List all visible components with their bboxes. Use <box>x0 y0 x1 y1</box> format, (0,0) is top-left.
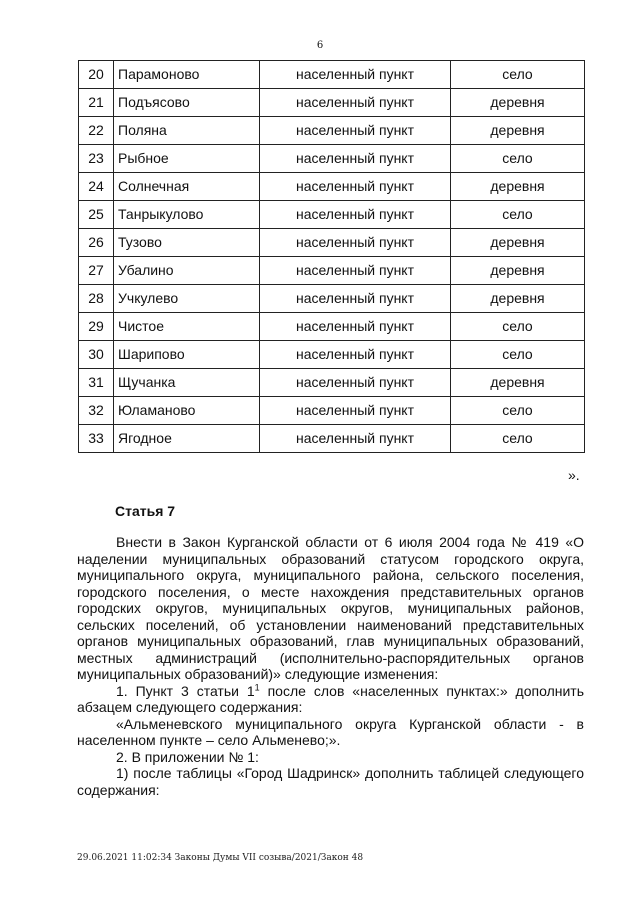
settlement-type: населенный пункт <box>260 89 451 117</box>
row-number: 23 <box>79 145 114 173</box>
table-row <box>79 89 585 117</box>
settlement-status: село <box>451 201 585 229</box>
row-number: 20 <box>79 61 114 89</box>
settlement-status: село <box>451 425 585 453</box>
table-row <box>79 229 585 257</box>
settlement-status: деревня <box>451 229 585 257</box>
settlement-status: село <box>451 313 585 341</box>
settlement-status: село <box>451 397 585 425</box>
settlements-table <box>78 60 585 453</box>
settlement-type: населенный пункт <box>260 117 451 145</box>
row-number: 26 <box>79 229 114 257</box>
page-number: 6 <box>316 40 324 51</box>
settlement-name: Шарипово <box>114 341 260 369</box>
article-body <box>77 534 584 798</box>
table-row <box>79 425 585 453</box>
row-number: 28 <box>79 285 114 313</box>
settlement-name: Чистое <box>114 313 260 341</box>
settlement-name: Поляна <box>114 117 260 145</box>
settlement-name: Тузово <box>114 229 260 257</box>
table-row <box>79 397 585 425</box>
table-row <box>79 285 585 313</box>
settlement-name: Танрыкулово <box>114 201 260 229</box>
table-row <box>79 145 585 173</box>
table-row <box>79 201 585 229</box>
settlement-name: Учкулево <box>114 285 260 313</box>
settlement-name: Щучанка <box>114 369 260 397</box>
row-number: 30 <box>79 341 114 369</box>
amendment-item-1-quote: «Альменевского муниципального округа Курганской области - в населенном пункте – село Альменево;». <box>77 715 584 748</box>
amendment-item-2: 2. В приложении № 1: <box>116 748 259 765</box>
settlement-status: деревня <box>451 117 585 145</box>
table-row <box>79 257 585 285</box>
settlement-type: населенный пункт <box>260 369 451 397</box>
settlement-type: населенный пункт <box>260 229 451 257</box>
table-row <box>79 341 585 369</box>
settlement-status: деревня <box>451 369 585 397</box>
settlement-type: населенный пункт <box>260 173 451 201</box>
settlement-status: деревня <box>451 89 585 117</box>
table-row <box>79 117 585 145</box>
item-1-superscript: 1 <box>254 681 260 692</box>
row-number: 31 <box>79 369 114 397</box>
closing-quote-mark: ». <box>568 467 580 483</box>
settlement-status: село <box>451 341 585 369</box>
settlement-status: деревня <box>451 257 585 285</box>
row-number: 29 <box>79 313 114 341</box>
settlement-name: Подъясово <box>114 89 260 117</box>
document-footer: 29.06.2021 11:02:34 Законы Думы VII созыва/2021/Закон 48 <box>77 853 364 863</box>
row-number: 27 <box>79 257 114 285</box>
settlement-type: населенный пункт <box>260 145 451 173</box>
item-1-lead: 1. Пункт 3 статьи 1 <box>116 682 255 699</box>
settlement-status: деревня <box>451 173 585 201</box>
row-number: 32 <box>79 397 114 425</box>
settlement-type: населенный пункт <box>260 257 451 285</box>
settlement-status: село <box>451 61 585 89</box>
settlement-name: Ягодное <box>114 425 260 453</box>
row-number: 22 <box>79 117 114 145</box>
settlement-type: населенный пункт <box>260 61 451 89</box>
item-1-rest: после слов «населенных пунктах:» дополнить абзацем следующего содержания: <box>77 682 584 715</box>
amendment-item-1 <box>77 683 584 716</box>
article-heading: Статья 7 <box>115 503 176 519</box>
table-row <box>79 173 585 201</box>
settlement-type: населенный пункт <box>260 313 451 341</box>
settlement-name: Юламаново <box>114 397 260 425</box>
settlement-type: населенный пункт <box>260 397 451 425</box>
row-number: 25 <box>79 201 114 229</box>
amendment-item-2-sub-1: 1) после таблицы «Город Шадринск» дополнить таблицей следующего содержания: <box>77 765 584 798</box>
settlement-name: Рыбное <box>114 145 260 173</box>
settlement-status: село <box>451 145 585 173</box>
settlement-name: Солнечная <box>114 173 260 201</box>
settlement-name: Парамоново <box>114 61 260 89</box>
table-row <box>79 369 585 397</box>
settlement-type: населенный пункт <box>260 425 451 453</box>
row-number: 21 <box>79 89 114 117</box>
row-number: 24 <box>79 173 114 201</box>
row-number: 33 <box>79 425 114 453</box>
settlement-type: населенный пункт <box>260 341 451 369</box>
settlement-type: населенный пункт <box>260 201 451 229</box>
table-row <box>79 313 585 341</box>
settlement-status: деревня <box>451 285 585 313</box>
table-row <box>79 61 585 89</box>
settlement-name: Убалино <box>114 257 260 285</box>
settlement-type: населенный пункт <box>260 285 451 313</box>
article-intro-paragraph: Внести в Закон Курганской области от 6 июля 2004 года № 419 «О наделении муниципальных образований статусом городского округа, муниципального округа, муниципального района, сельского поселения, городского поселения, о месте нахождения представительных органов городских округов, муниципальных округов, муниципальных районов, сельских поселений, об установлении наименований представительных органов муниципальных образований, глав муниципальных образований, местных администраций (исполнительно-распорядительных органов муниципальных образований)» следующие изменения: <box>77 534 584 682</box>
